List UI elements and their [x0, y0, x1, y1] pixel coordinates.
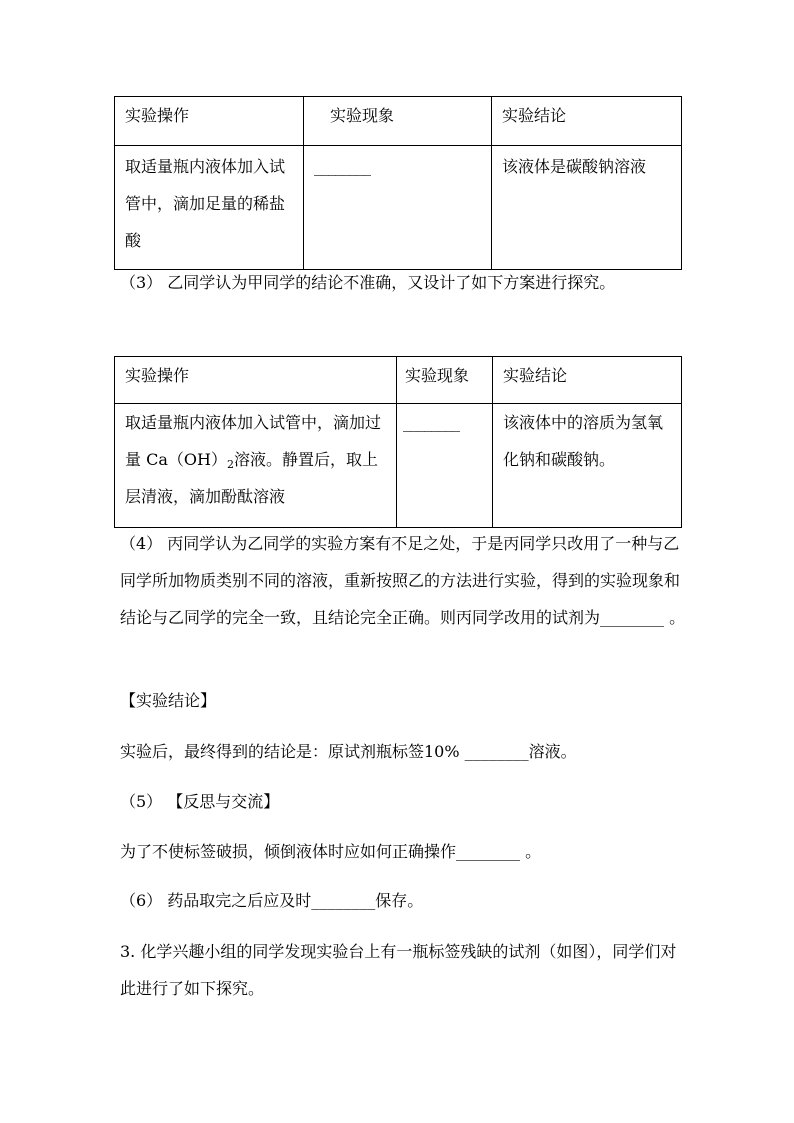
- table1-cell-operation: 取适量瓶内液体加入试管中，滴加足量的稀盐酸: [115, 146, 304, 270]
- table2-header-operation: 实验操作: [115, 357, 397, 404]
- table2-header-phenomenon: 实验现象: [397, 357, 493, 404]
- table2-cell-conclusion: 该液体中的溶质为氢氧化钠和碳酸钠。: [493, 404, 682, 528]
- experiment-table-2: [114, 356, 682, 528]
- table2-cell-phenomenon: ________: [397, 404, 493, 528]
- table1-header-conclusion: 实验结论: [492, 97, 682, 146]
- question-4: （4） 丙同学认为乙同学的实验方案有不足之处，于是丙同学只改用了一种与乙同学所加物质类别不同的溶液，重新按照乙的方法进行实验，得到的实验现象和结论与乙同学的完全一致，且结论完全正确。则丙同学改用的试剂为________ 。: [120, 534, 686, 627]
- conclusion-text: 实验后，最终得到的结论是：原试剂瓶标签10% ________溶液。: [120, 742, 577, 761]
- table2-op-text-2: 溶液。静置后，取上层清液，滴加酚酞溶液: [125, 450, 378, 506]
- experiment-table-1: [114, 96, 682, 270]
- question-3: （3） 乙同学认为甲同学的结论不准确，又设计了如下方案进行探究。: [120, 273, 616, 292]
- table1-header-phenomenon: 实验现象: [304, 97, 492, 146]
- table2-op-subscript: 2: [226, 458, 234, 471]
- table2-header-conclusion: 实验结论: [493, 357, 682, 404]
- table1-cell-conclusion: 该液体是碳酸钠溶液: [492, 146, 682, 270]
- question-5: （5） 【反思与交流】: [120, 792, 280, 811]
- question-5-text: 为了不使标签破损，倾倒液体时应如何正确操作________ 。: [120, 842, 542, 861]
- table1-header-operation: 实验操作: [115, 97, 304, 146]
- question-6: （6） 药品取完之后应及时________保存。: [120, 891, 424, 910]
- table1-cell-phenomenon: ________: [304, 146, 492, 270]
- table2-cell-operation: [115, 404, 397, 528]
- section-heading-conclusion: 【实验结论】: [120, 691, 217, 710]
- question-3-intro: 3. 化学兴趣小组的同学发现实验台上有一瓶标签残缺的试剂（如图），同学们对此进行了如下探究。: [120, 942, 677, 998]
- table2-op-text-1: 取适量瓶内液体加入试管中，滴加过量 Ca（OH）: [125, 413, 382, 469]
